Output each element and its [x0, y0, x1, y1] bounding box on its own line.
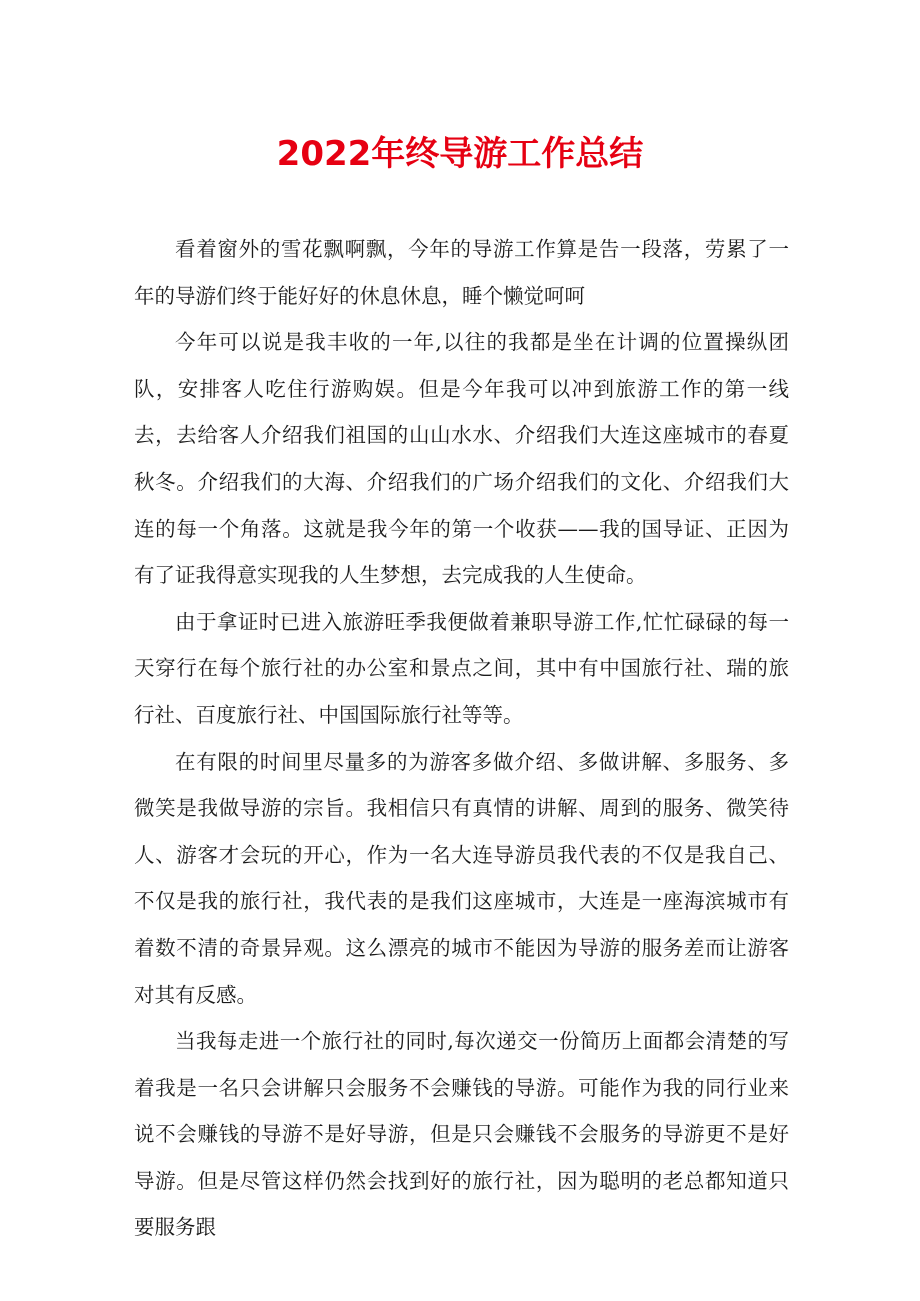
paragraph: 看着窗外的雪花飘啊飘，今年的导游工作算是告一段落，劳累了一年的导游们终于能好好的休息休息，睡个懒觉呵呵 [134, 237, 789, 308]
paragraph: 今年可以说是我丰收的一年,以往的我都是坐在计调的位置操纵团队，安排客人吃住行游购娱。但是今年我可以冲到旅游工作的第一线去，去给客人介绍我们祖国的山山水水、介绍我们大连这座城市的春夏秋冬。介绍我们的大海、介绍我们的广场介绍我们的文化、介绍我们大连的每一个角落。这就是我今年的第一个收获——我的国导证、正因为有了证我得意实现我的人生梦想，去完成我的人生使命。 [134, 330, 789, 588]
paragraph: 当我每走进一个旅行社的同时,每次递交一份简历上面都会清楚的写着我是一名只会讲解只会服务不会赚钱的导游。可能作为我的同行业来说不会赚钱的导游不是好导游，但是只会赚钱不会服务的导游更不是好导游。但是尽管这样仍然会找到好的旅行社，因为聪明的老总都知道只要服务跟 [134, 1029, 789, 1240]
document-title: 2022年终导游工作总结 [276, 134, 644, 174]
document-body [134, 226, 789, 1251]
paragraph: 在有限的时间里尽量多的为游客多做介绍、多做讲解、多服务、多微笑是我做导游的宗旨。我相信只有真情的讲解、周到的服务、微笑待人、游客才会玩的开心，作为一名大连导游员我代表的不仅是我自己、不仅是我的旅行社，我代表的是我们这座城市，大连是一座海滨城市有着数不清的奇景异观。这么漂亮的城市不能因为导游的服务差而让游客对其有反感。 [134, 749, 789, 1007]
paragraph: 由于拿证时已进入旅游旺季我便做着兼职导游工作,忙忙碌碌的每一天穿行在每个旅行社的办公室和景点之间，其中有中国旅行社、瑞的旅行社、百度旅行社、中国国际旅行社等等。 [134, 609, 789, 727]
